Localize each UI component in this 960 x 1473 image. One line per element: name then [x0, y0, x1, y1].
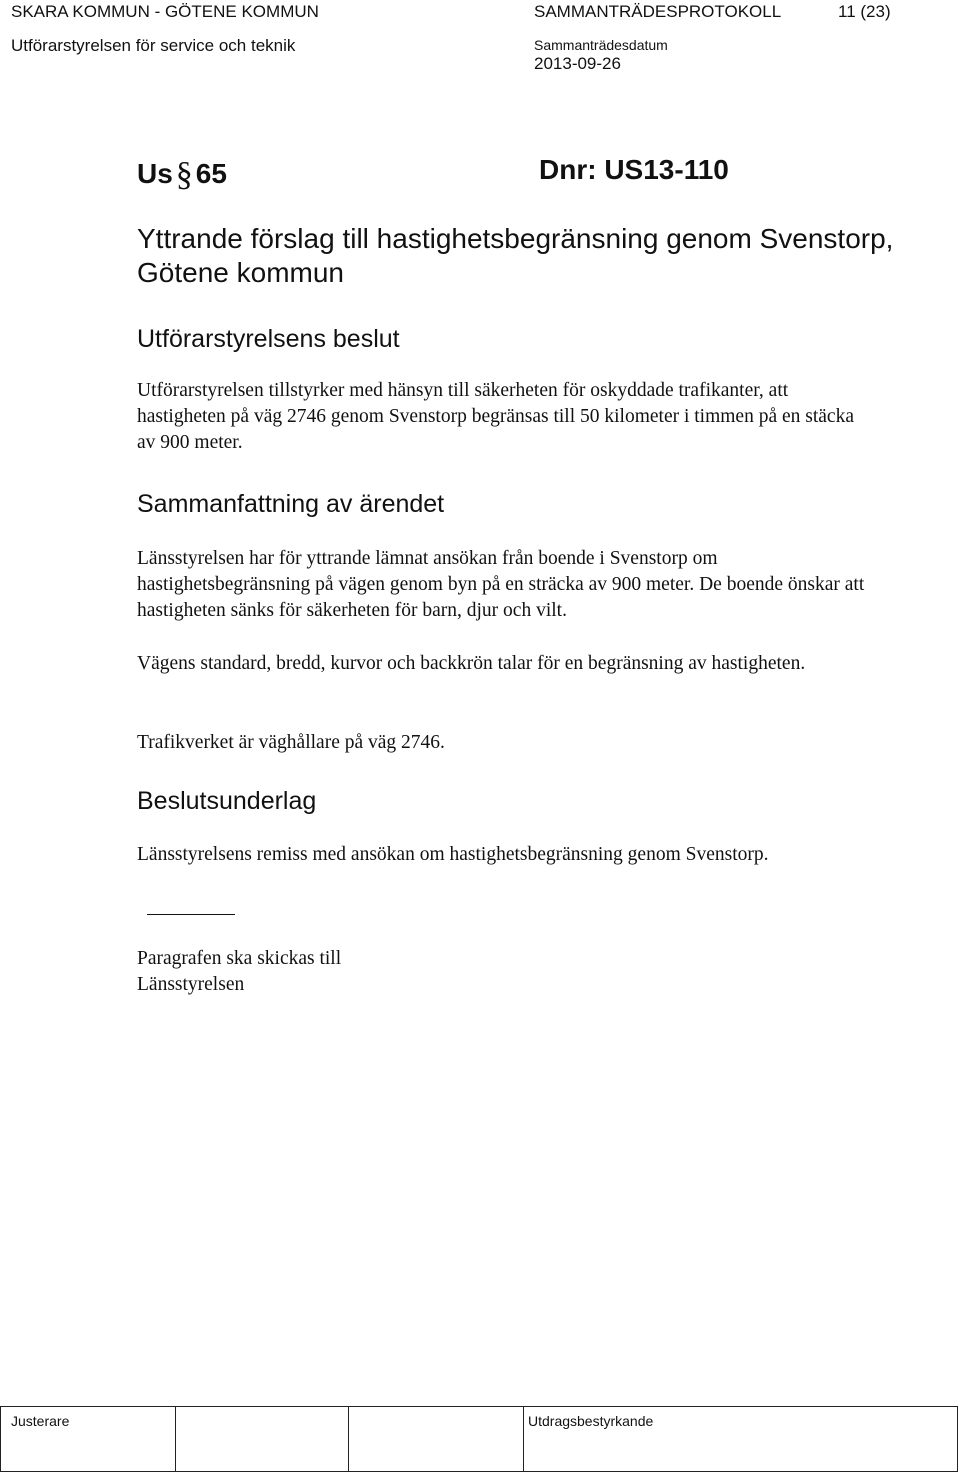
case-number-value: 65 — [195, 158, 227, 189]
signature-cell-2 — [176, 1407, 349, 1471]
signature-cell-3 — [349, 1407, 524, 1471]
basis-heading: Beslutsunderlag — [137, 787, 317, 815]
summary-paragraph-1: Länsstyrelsen har för yttrande lämnat ansökan från boende i Svenstorp om hastighetsbegränsning på vägen genom byn på en sträcka av 900 meter. De boende önskar att hastigheten sänks för säkerheten för barn, djur och vilt. — [137, 548, 865, 621]
meeting-date-label: Sammanträdesdatum — [534, 37, 668, 53]
distribution-label: Paragrafen ska skickas till — [137, 948, 342, 969]
summary-paragraph-3: Trafikverket är väghållare på väg 2746. — [137, 732, 445, 753]
certification-cell — [524, 1407, 957, 1471]
case-prefix: Us — [137, 158, 173, 189]
meeting-date: 2013-09-26 — [534, 54, 621, 73]
basis-text: Länsstyrelsens remiss med ansökan om hastighetsbegränsning genom Svenstorp. — [137, 844, 769, 865]
organization-name: SKARA KOMMUN - GÖTENE KOMMUN — [11, 2, 319, 21]
diary-number: Dnr: US13-110 — [539, 154, 729, 185]
document-type: SAMMANTRÄDESPROTOKOLL — [534, 2, 782, 21]
certification-label: Utdragsbestyrkande — [528, 1413, 654, 1429]
distribution-note — [137, 946, 877, 998]
summary-paragraph-2: Vägens standard, bredd, kurvor och backkrön talar för en begränsning av hastigheten. — [137, 653, 806, 674]
separator-line — [147, 914, 235, 915]
case-title: Yttrande förslag till hastighetsbegränsning genom Svenstorp, Götene kommun — [137, 223, 894, 288]
justerare-label: Justerare — [11, 1413, 70, 1429]
page-number: 11 (23) — [838, 2, 891, 21]
paragraph-symbol: § — [175, 156, 193, 193]
distribution-recipient: Länsstyrelsen — [137, 974, 245, 995]
case-number — [137, 154, 227, 192]
decision-heading: Utförarstyrelsens beslut — [137, 325, 400, 353]
signature-table — [0, 1406, 958, 1472]
decision-text: Utförarstyrelsen tillstyrker med hänsyn till säkerheten för oskyddade trafikanter, att hastigheten på väg 2746 genom Svenstorp begränsas till 50 kilometer i timmen på en stäcka av 900 meter. — [137, 380, 854, 453]
department-name: Utförarstyrelsen för service och teknik — [11, 36, 296, 55]
justerare-cell — [1, 1407, 176, 1471]
summary-heading: Sammanfattning av ärendet — [137, 490, 445, 518]
